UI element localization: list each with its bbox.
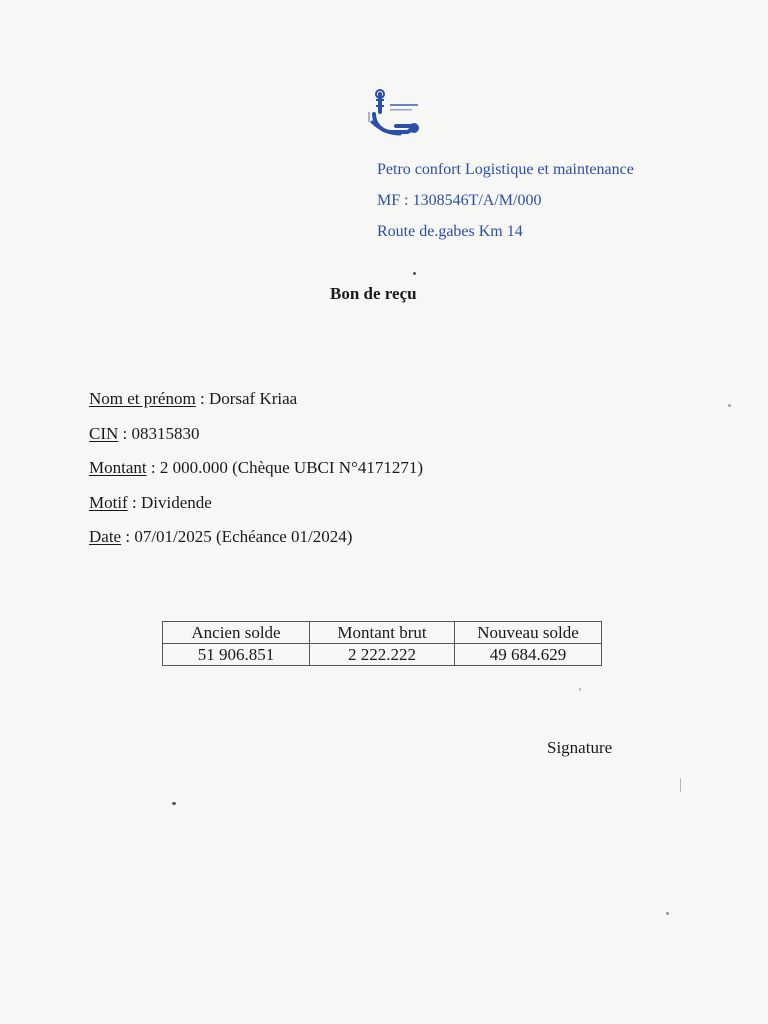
receipt-fields [89,382,423,555]
field-label: Motif [89,492,128,512]
field-separator: : [127,492,141,512]
document-title: Bon de reçu [330,284,417,303]
scan-speck [728,404,731,407]
scan-speck [680,778,681,792]
field-motive [89,486,423,521]
company-logo-icon [366,84,422,140]
company-name: Petro confort Logistique et maintenance [377,161,634,178]
scan-speck [666,912,669,915]
field-separator: : [146,458,160,477]
field-label: Nom et prénom [89,389,196,408]
balance-table [162,621,602,666]
field-label: Date [89,527,122,546]
company-block [377,154,634,247]
column-header-gross-amount: Montant brut [310,622,455,644]
scan-speck [413,272,416,275]
field-label: Montant [89,458,147,477]
field-separator: : [118,423,132,443]
field-cin [89,417,423,452]
field-value: Dorsaf Kriaa [208,389,298,408]
cell-gross-amount: 2 222.222 [310,644,455,666]
field-amount [89,451,423,486]
column-header-new-balance: Nouveau solde [455,622,602,644]
field-name [89,382,423,417]
field-label: CIN [89,423,119,443]
field-separator: : [195,389,209,408]
field-value: 07/01/2025 (Echéance 01/2024) [134,527,353,546]
company-mf: MF : 1308546T/A/M/000 [377,192,542,209]
field-separator: : [121,527,135,546]
cell-new-balance: 49 684.629 [455,644,602,666]
scan-speck [579,688,581,691]
signature-label: Signature [547,738,613,757]
column-header-old-balance: Ancien solde [163,622,310,644]
field-value: 08315830 [131,423,200,443]
scan-speck [172,802,176,805]
table-header-row [163,622,602,644]
table-row [163,644,602,666]
field-value: Dividende [140,492,212,512]
field-value: 2 000.000 (Chèque UBCI N°4171271) [159,458,424,477]
cell-old-balance: 51 906.851 [163,644,310,666]
company-address: Route de.gabes Km 14 [377,223,523,240]
field-date [89,520,423,555]
